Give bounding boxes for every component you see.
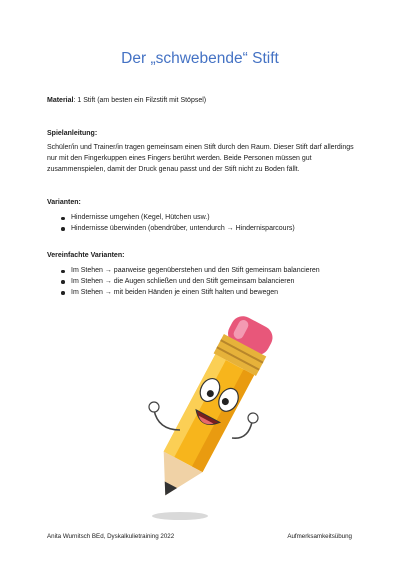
list-item: Hindernisse umgehen (Kegel, Hütchen usw.) — [47, 213, 359, 224]
list-item: Im Stehen → mit beiden Händen je einen Stift halten und bewegen — [47, 288, 359, 299]
material-text: : 1 Stift (am besten ein Filzstift mit Stöpsel) — [73, 97, 207, 104]
list-item: Im Stehen → paarweise gegenüberstehen und den Stift gemeinsam balancieren — [47, 266, 359, 277]
vereinfachte-section — [47, 250, 359, 298]
spielanleitung-heading: Spielanleitung: — [47, 130, 98, 137]
pencil-character-illustration — [140, 310, 275, 525]
page-title: Der „schwebende“ Stift — [121, 50, 279, 67]
list-item: Hindernisse überwinden (obendrüber, untendurch → Hindernisparcours) — [47, 224, 359, 235]
left-arm-shape — [154, 410, 180, 430]
pencil-body-group — [144, 311, 275, 507]
spielanleitung-text: Schüler/in und Trainer/in tragen gemeinsam einen Stift durch den Raum. Dieser Stift darf allerdings nur mit den Fingerkuppen eines Fingers berührt werden. Beide Personen müssen gut zusammenspielen, damit der Druck genau passt und der Stift nicht zu Boden fällt. — [47, 144, 354, 173]
spielanleitung-section — [47, 128, 359, 175]
varianten-list — [47, 213, 359, 235]
list-item: Im Stehen → die Augen schließen und den Stift gemeinsam balancieren — [47, 277, 359, 288]
material-label: Material — [47, 97, 74, 104]
right-arm-shape — [232, 422, 252, 438]
vereinfachte-heading: Vereinfachte Varianten: — [47, 252, 125, 259]
vereinfachte-list — [47, 266, 359, 298]
varianten-heading: Varianten: — [47, 199, 81, 206]
varianten-section — [47, 197, 359, 235]
footer-author: Anita Wurnitsch BEd, Dyskalkulietraining 2022 — [47, 533, 175, 540]
shadow-shape — [152, 512, 208, 520]
material-line — [47, 97, 206, 104]
footer-category: Aufmerksamkeitsübung — [287, 533, 352, 540]
